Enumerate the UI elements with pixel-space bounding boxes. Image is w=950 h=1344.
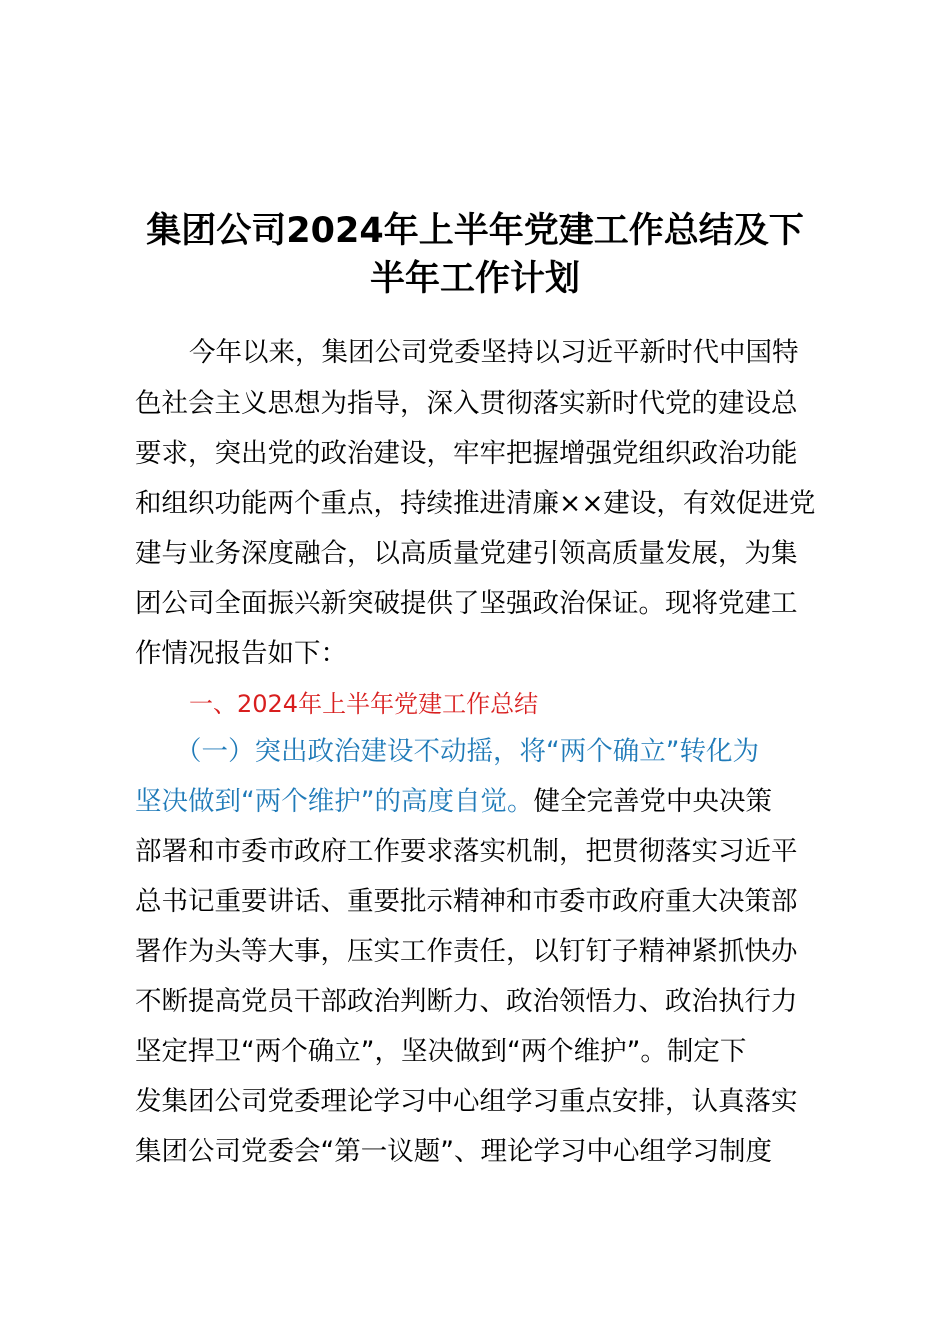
document-title-line-2: 半年工作计划	[369, 259, 580, 299]
body-line-7: 集团公司党委会“第一议题”、理论学习中心组学习制度	[135, 1136, 772, 1167]
body-line-2: 总书记重要讲话、重要批示精神和市委市政府重大决策部	[135, 886, 798, 917]
section-heading-1: 一、2024年上半年党建工作总结	[189, 690, 539, 718]
subsection-heading-1-line-1: （一）突出政治建设不动摇，将“两个确立”转化为	[175, 736, 759, 767]
body-line-3: 署作为头等大事，压实工作责任，以钉钉子精神紧抓快办	[135, 936, 798, 967]
intro-line-2: 色社会主义思想为指导，深入贯彻落实新时代党的建设总	[135, 388, 798, 419]
intro-line-7: 作情况报告如下：	[135, 638, 347, 669]
subsection-heading-1-tail: 坚决做到“两个维护”的高度自觉。	[135, 786, 534, 817]
document-title-line-1: 集团公司2024年上半年党建工作总结及下	[146, 211, 804, 251]
intro-line-4: 和组织功能两个重点，持续推进清廉××建设，有效促进党	[135, 488, 816, 519]
subsection-heading-1-line-2	[135, 782, 850, 822]
intro-line-3: 要求，突出党的政治建设，牢牢把握增强党组织政治功能	[135, 438, 798, 469]
body-line-6: 发集团公司党委理论学习中心组学习重点安排，认真落实	[135, 1086, 798, 1117]
intro-line-1: 今年以来，集团公司党委坚持以习近平新时代中国特	[189, 337, 799, 368]
intro-line-5: 建与业务深度融合，以高质量党建引领高质量发展，为集	[135, 538, 798, 569]
body-line-5: 坚定捍卫“两个确立”，坚决做到“两个维护”。制定下	[135, 1036, 747, 1067]
body-line-1: 部署和市委市政府工作要求落实机制，把贯彻落实习近平	[135, 836, 798, 867]
body-line-4: 不断提高党员干部政治判断力、政治领悟力、政治执行力	[135, 986, 798, 1017]
body-line-start: 健全完善党中央决策	[533, 786, 772, 817]
intro-line-6: 团公司全面振兴新突破提供了坚强政治保证。现将党建工	[135, 588, 798, 619]
